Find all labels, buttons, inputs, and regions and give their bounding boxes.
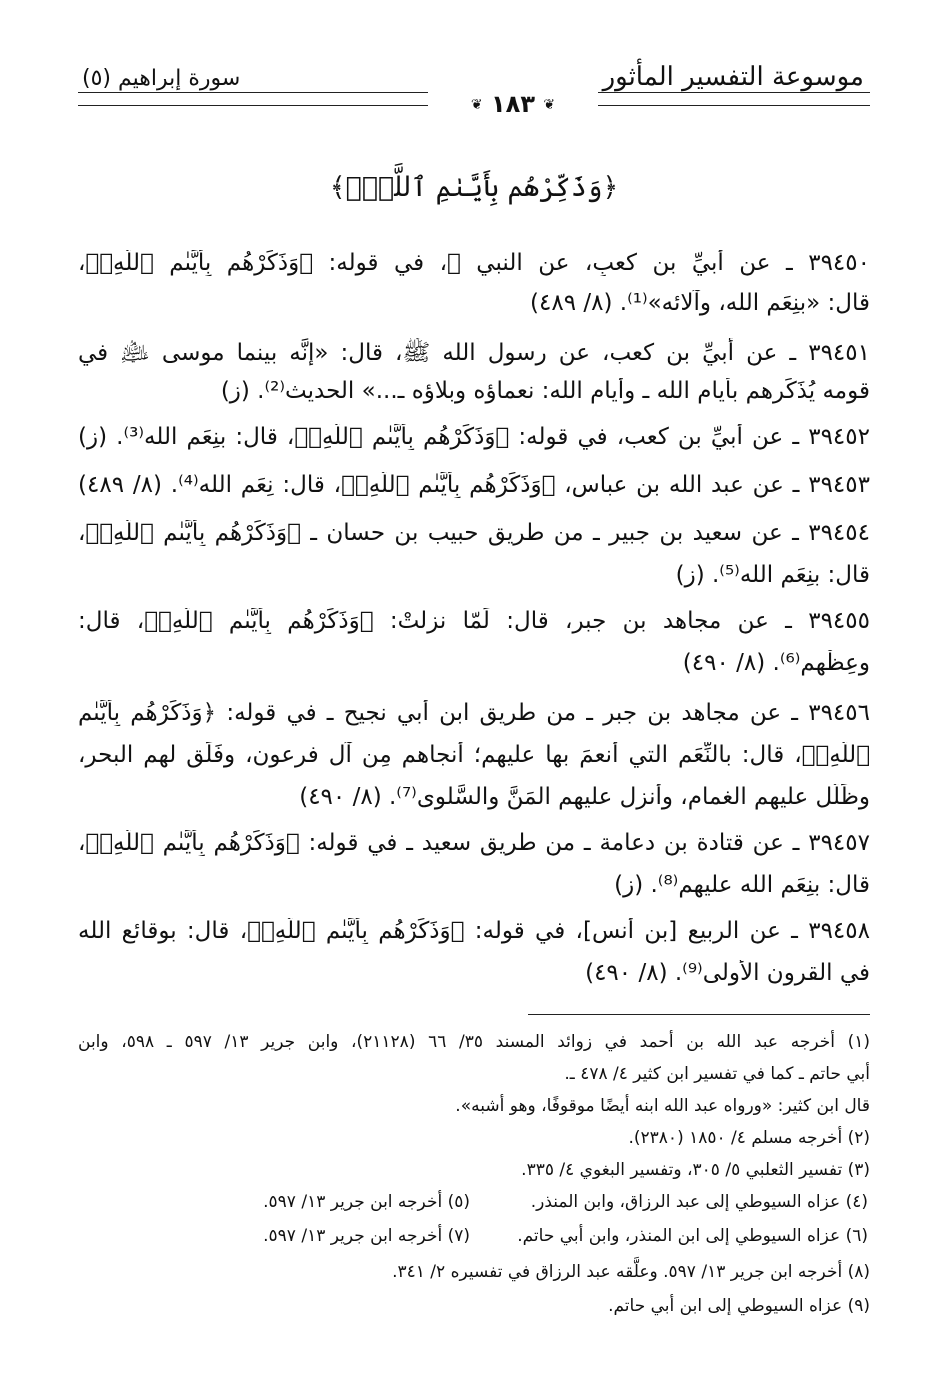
footnote: (٨) أخرجه ابن جرير ١٣/ ٥٩٧. وعلَّقه عبد الرزاق في تفسيره ٢/ ٣٤١.: [392, 1262, 870, 1282]
text-line: قال: بنِعَم الله⁽⁵⁾. (ز): [675, 562, 870, 588]
text-line: ٣٩٤٥٦ ـ عن مجاهد بن جبر ـ من طريق ابن أبي نجيح ـ في قوله: ﴿وَذَكِّرْهُم بِأَيَّىٰمِ: [78, 700, 870, 726]
text-line: ٣٩٤٥٢ ـ عن أُبيِّ بن كعب، في قوله: ﴿وَذَكِّرْهُم بِأَيَّىٰمِ ٱللَّهِۚ﴾، قال: بنِعَم الله⁽³⁾. (ز): [78, 424, 870, 450]
section-title: ﴿وَذَكِّرْهُم بِأَيَّىٰمِ ٱللَّهِۚ﴾: [329, 172, 619, 203]
text-line: ٣٩٤٥١ ـ عن أُبيِّ بن كعب، عن رسول الله ﷺ، قال: «إنَّه بينما موسى ﵇ في: [78, 340, 870, 366]
ornament-icon: ❦: [470, 97, 483, 113]
ornament-icon: ❦: [543, 97, 556, 113]
footnote: (٩) عزاه السيوطي إلى ابن أبي حاتم.: [608, 1296, 870, 1316]
page-number-box: [428, 90, 598, 118]
footnote: قال ابن كثير: «ورواه عبد الله ابنه أيضًا موقوفًا، وهو أشبه».: [455, 1096, 870, 1116]
footnote: أبي حاتم ـ كما في تفسير ابن كثير ٤/ ٤٧٨ ـ.: [564, 1064, 870, 1084]
text-line: ٣٩٤٥٥ ـ عن مجاهد بن جبر، قال: لَمّا نزلتْ: ﴿وَذَكِّرْهُم بِأَيَّىٰمِ ٱللَّهِۚ﴾، قال:: [78, 608, 870, 634]
footnote: (٣) تفسير الثعلبي ٥/ ٣٠٥، وتفسير البغوي ٤/ ٣٣٥.: [521, 1160, 870, 1180]
footnote: (٤) عزاه السيوطي إلى عبد الرزاق، وابن المنذر.: [530, 1192, 868, 1212]
text-line: ٣٩٤٥٤ ـ عن سعيد بن جبير ـ من طريق حبيب بن حسان ـ ﴿وَذَكِّرْهُم بِأَيَّىٰمِ ٱللَّهِۚ﴾،: [78, 520, 870, 546]
page-number: ١٨٣: [491, 90, 535, 118]
footnote: (١) أخرجه عبد الله بن أحمد في زوائد المسند ٣٥/ ٦٦ (٢١١٢٨)، وابن جرير ١٣/ ٥٩٧ ـ ٥٩٨، وابن: [78, 1032, 870, 1052]
text-line: ٣٩٤٥٧ ـ عن قتادة بن دعامة ـ من طريق سعيد ـ في قوله: ﴿وَذَكِّرْهُم بِأَيَّىٰمِ ٱللَّهِۚ﴾،: [78, 830, 870, 856]
text-line: وعِظْهم⁽⁶⁾. (٨/ ٤٩٠): [682, 650, 870, 676]
text-line: ٣٩٤٥٨ ـ عن الربيع [بن أنس]، في قوله: ﴿وَذَكِّرْهُم بِأَيَّىٰمِ ٱللَّهِۚ﴾، قال: بوقائع الله: [78, 918, 870, 944]
book-title: موسوعة التفسير المأثور: [602, 62, 864, 92]
text-line: ٣٩٤٥٠ ـ عن أُبيِّ بن كعبٍ، عن النبي ﷺ، في قوله: ﴿وَذَكِّرْهُم بِأَيَّىٰمِ ٱللَّهِۚ﴾،: [78, 250, 870, 276]
footnote-separator: [528, 1014, 870, 1015]
text-line: وظَلَّل عليهم الغمام، وأنزل عليهم المَنَّ والسَّلوى⁽⁷⁾. (٨/ ٤٩٠): [299, 784, 870, 810]
header-rule-right: [598, 105, 870, 106]
header-rule-left: [78, 105, 428, 106]
text-line: ٣٩٤٥٣ ـ عن عبد الله بن عباس، ﴿وَذَكِّرْهُم بِأَيَّىٰمِ ٱللَّهِۚ﴾، قال: نِعَم الله⁽⁴⁾. (٨/ ٤٨٩): [78, 472, 870, 498]
footnote: (٧) أخرجه ابن جرير ١٣/ ٥٩٧.: [263, 1226, 470, 1246]
footnote: (٦) عزاه السيوطي إلى ابن المنذر، وابن أبي حاتم.: [517, 1226, 868, 1246]
text-line: قال: «بنِعَم الله، وآلائه»⁽¹⁾. (٨/ ٤٨٩): [530, 290, 870, 316]
footnote: (٢) أخرجه مسلم ٤/ ١٨٥٠ (٢٣٨٠).: [628, 1128, 870, 1148]
text-line: في القرون الأولى⁽⁹⁾. (٨/ ٤٩٠): [585, 960, 870, 986]
text-line: قال: بنِعَم الله عليهم⁽⁸⁾. (ز): [614, 872, 870, 898]
text-line: ٱللَّهِۚ﴾، قال: بالنِّعَم التي أنعمَ بها عليهم؛ أنجاهم مِن آل فرعون، وفَلَق لهم البحر،: [78, 742, 870, 768]
footnote: (٥) أخرجه ابن جرير ١٣/ ٥٩٧.: [263, 1192, 470, 1212]
page-number-bar: [78, 90, 870, 120]
text-line: قومه يُذَكِّرهم بأيام الله ـ وأيام الله: نعماؤه وبلاؤه ـ...» الحديث⁽²⁾. (ز): [220, 378, 870, 404]
surah-title: سورة إبراهيم (٥): [82, 66, 241, 91]
